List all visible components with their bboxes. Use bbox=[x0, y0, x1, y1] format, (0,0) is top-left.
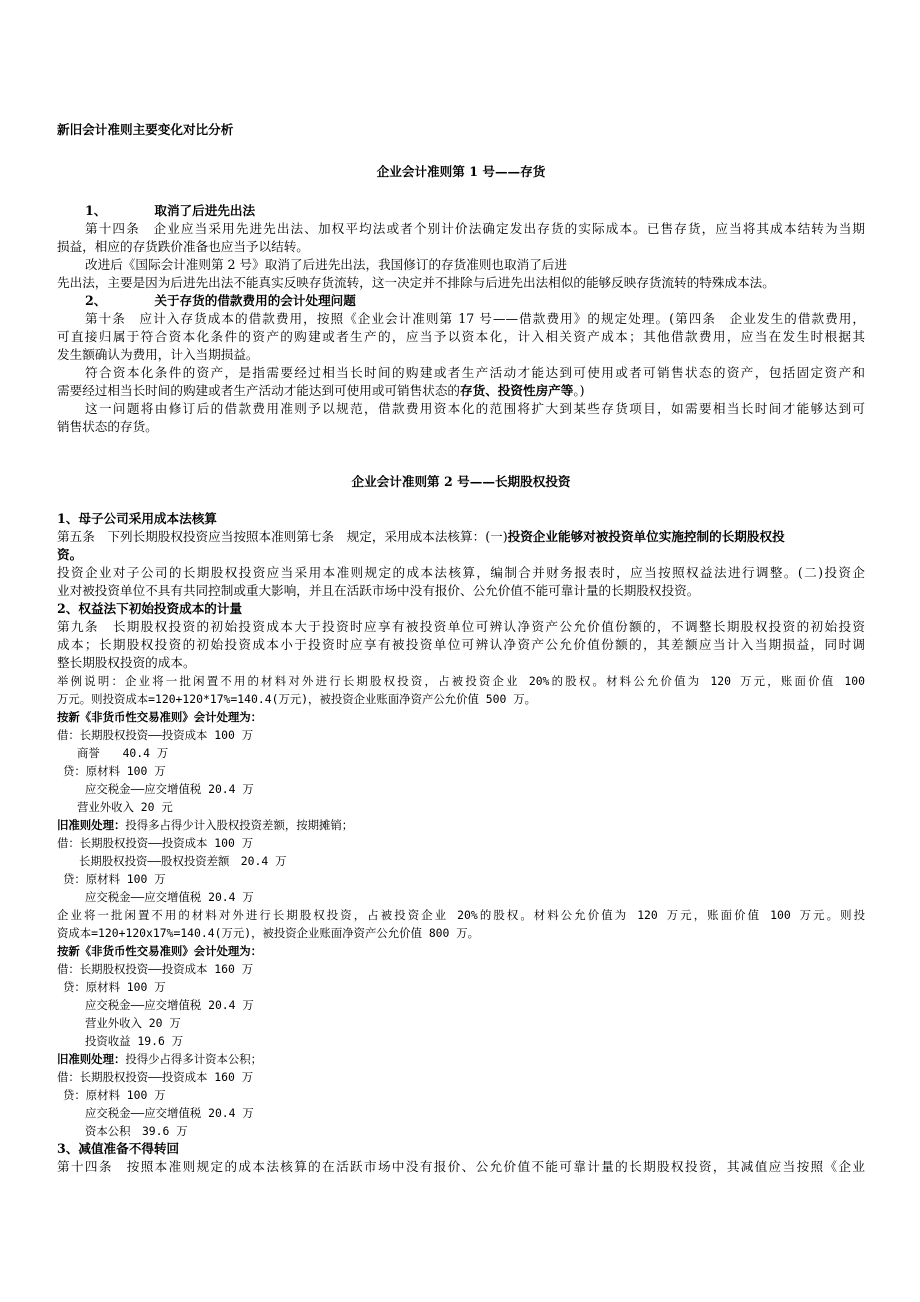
paragraph: 第十条 应计入存货成本的借款费用，按照《企业会计准则第 17 号——借款费用》的规定处理。(第四条 企业发生的借款费用， bbox=[85, 311, 865, 326]
sec2-heading1: 1、母子公司采用成本法核算 bbox=[57, 511, 217, 526]
journal-line: 长期股权投资——股权投资差额 20.4 万 bbox=[79, 854, 287, 868]
text-run: 投得少占得多计资本公积； bbox=[125, 1052, 263, 1066]
sec2-heading2: 2、权益法下初始投资成本的计量 bbox=[57, 601, 243, 616]
journal-line: 应交税金——应交增值税 20.4 万 bbox=[85, 1106, 254, 1120]
heading-number: 1、 bbox=[85, 203, 107, 218]
journal-line: 借：长期股权投资——投资成本 160 万 bbox=[57, 1070, 254, 1084]
paragraph: 第十四条 按照本准则规定的成本法核算的在活跃市场中没有报价、公允价值不能可靠计量的长期股权投资，其减值应当按照《企业 bbox=[57, 1159, 865, 1174]
paragraph: 投资企业对子公司的长期股权投资应当采用本准则规定的成本法核算，编制合并财务报表时，应当按照权益法进行调整。(二)投资企 bbox=[57, 565, 865, 580]
paragraph: 符合资本化条件的资产，是指需要经过相当长时间的购建或者生产活动才能达到可使用或者可销售状态的资产，包括固定资产和 bbox=[85, 365, 865, 380]
sec1-heading2 bbox=[85, 292, 356, 310]
journal-line: 借：长期股权投资——投资成本 100 万 bbox=[57, 836, 254, 850]
section1-title: 企业会计准则第 1 号——存货 bbox=[376, 164, 546, 179]
paragraph bbox=[57, 382, 585, 400]
paragraph: 整长期股权投资的成本。 bbox=[57, 655, 196, 670]
journal-line: 应交税金——应交增值税 20.4 万 bbox=[85, 890, 254, 904]
journal-line: 投资收益 19.6 万 bbox=[85, 1034, 184, 1048]
journal-line: 贷：原材料 100 万 bbox=[63, 980, 166, 994]
paragraph: 成本；长期股权投资的初始投资成本小于投资时应享有被投资单位可辨认净资产公允价值份额的，其差额应当计入当期损益，同时调 bbox=[57, 637, 865, 652]
journal-line: 借：长期股权投资——投资成本 160 万 bbox=[57, 962, 254, 976]
paragraph: 改进后《国际会计准则第 2 号》取消了后进先出法，我国修订的存货准则也取消了后进 bbox=[85, 257, 567, 272]
text-run: 投得多占得少计入股权投资差额，按期摊销； bbox=[125, 818, 354, 832]
example-text: 企业将一批闲置不用的材料对外进行长期股权投资，占被投资企业 20%的股权。材料公允价值为 120 万元，账面价值 100 万元。则投 bbox=[57, 908, 865, 922]
section2-title: 企业会计准则第 2 号——长期股权投资 bbox=[351, 474, 571, 489]
text-run: 旧准则处理： bbox=[57, 1052, 126, 1066]
heading-text: 取消了后进先出法 bbox=[154, 203, 256, 218]
text-run: 第五条 下列长期股权投资应当按照本准则第七条 规定，采用成本法核算：(一) bbox=[57, 529, 508, 544]
paragraph: 销售状态的存货。 bbox=[57, 419, 158, 434]
paragraph: 损益，相应的存货跌价准备也应当予以结转。 bbox=[57, 239, 309, 254]
paragraph: 业对被投资单位不具有共同控制或重大影响，并且在活跃市场中没有报价、公允价值不能可靠计量的长期股权投资。 bbox=[57, 583, 700, 598]
paragraph: 可直接归属于符合资本化条件的资产的购建或者生产的，应当予以资本化，计入相关资产成本；其他借款费用，应当在发生时根据其 bbox=[57, 329, 865, 344]
example-text: 资成本=120+120x17%=140.4(万元)，被投资企业账面净资产公允价值 800 万。 bbox=[57, 926, 480, 940]
example-text: 举例说明：企业将一批闲置不用的材料对外进行长期股权投资，占被投资企业 20%的股权。材料公允价值为 120 万元，账面价值 100 bbox=[57, 674, 865, 688]
paragraph bbox=[57, 528, 785, 546]
journal-line: 贷：原材料 100 万 bbox=[63, 1088, 166, 1102]
example-text: 万元。则投资成本=120+120*17%=140.4(万元)，被投资企业账面净资产公允价值 500 万。 bbox=[57, 692, 536, 706]
bold-text-run: 存货、投资性房产等 bbox=[460, 383, 574, 398]
entry-heading bbox=[57, 1050, 262, 1068]
paragraph: 先出法，主要是因为后进先出法不能真实反映存货流转，这一决定并不排除与后进先出法相似的能够反映存货流转的特殊成本法。 bbox=[57, 275, 775, 290]
entry-heading: 按新《非货币性交易准则》会计处理为： bbox=[57, 944, 263, 958]
journal-line: 营业外收入 20 元 bbox=[77, 800, 173, 814]
entry-heading: 按新《非货币性交易准则》会计处理为： bbox=[57, 710, 263, 724]
paragraph: 资。 bbox=[57, 547, 83, 562]
text-run: 。) bbox=[573, 383, 585, 398]
sec1-heading1 bbox=[85, 202, 255, 220]
paragraph: 第九条 长期股权投资的初始投资成本大于投资时应享有被投资单位可辨认净资产公允价值份额的，不调整长期股权投资的初始投资 bbox=[57, 619, 865, 634]
heading-text: 关于存货的借款费用的会计处理问题 bbox=[154, 293, 356, 308]
journal-line: 营业外收入 20 万 bbox=[85, 1016, 181, 1030]
document-title: 新旧会计准则主要变化对比分析 bbox=[57, 122, 234, 137]
journal-line: 贷：原材料 100 万 bbox=[63, 764, 166, 778]
paragraph: 这一问题将由修订后的借款费用准则予以规范，借款费用资本化的范围将扩大到某些存货项目，如需要相当长时间才能够达到可 bbox=[85, 401, 865, 416]
journal-line: 应交税金——应交增值税 20.4 万 bbox=[85, 998, 254, 1012]
paragraph: 发生额确认为费用，计入当期损益。 bbox=[57, 347, 259, 362]
journal-line: 商誉 40.4 万 bbox=[77, 746, 169, 760]
text-run: 旧准则处理： bbox=[57, 818, 126, 832]
journal-line: 贷：原材料 100 万 bbox=[63, 872, 166, 886]
heading-number: 2、 bbox=[85, 293, 107, 308]
bold-text-run: 投资企业能够对被投资单位实施控制的长期股权投 bbox=[507, 529, 785, 544]
entry-heading bbox=[57, 816, 353, 834]
sec2-heading3: 3、减值准备不得转回 bbox=[57, 1141, 180, 1156]
text-run: 需要经过相当长时间的购建或者生产活动才能达到可使用或可销售状态的 bbox=[57, 383, 460, 398]
journal-line: 借：长期股权投资——投资成本 100 万 bbox=[57, 728, 254, 742]
journal-line: 应交税金——应交增值税 20.4 万 bbox=[85, 782, 254, 796]
journal-line: 资本公积 39.6 万 bbox=[85, 1124, 188, 1138]
paragraph: 第十四条 企业应当采用先进先出法、加权平均法或者个别计价法确定发出存货的实际成本。已售存货，应当将其成本结转为当期 bbox=[85, 221, 865, 236]
